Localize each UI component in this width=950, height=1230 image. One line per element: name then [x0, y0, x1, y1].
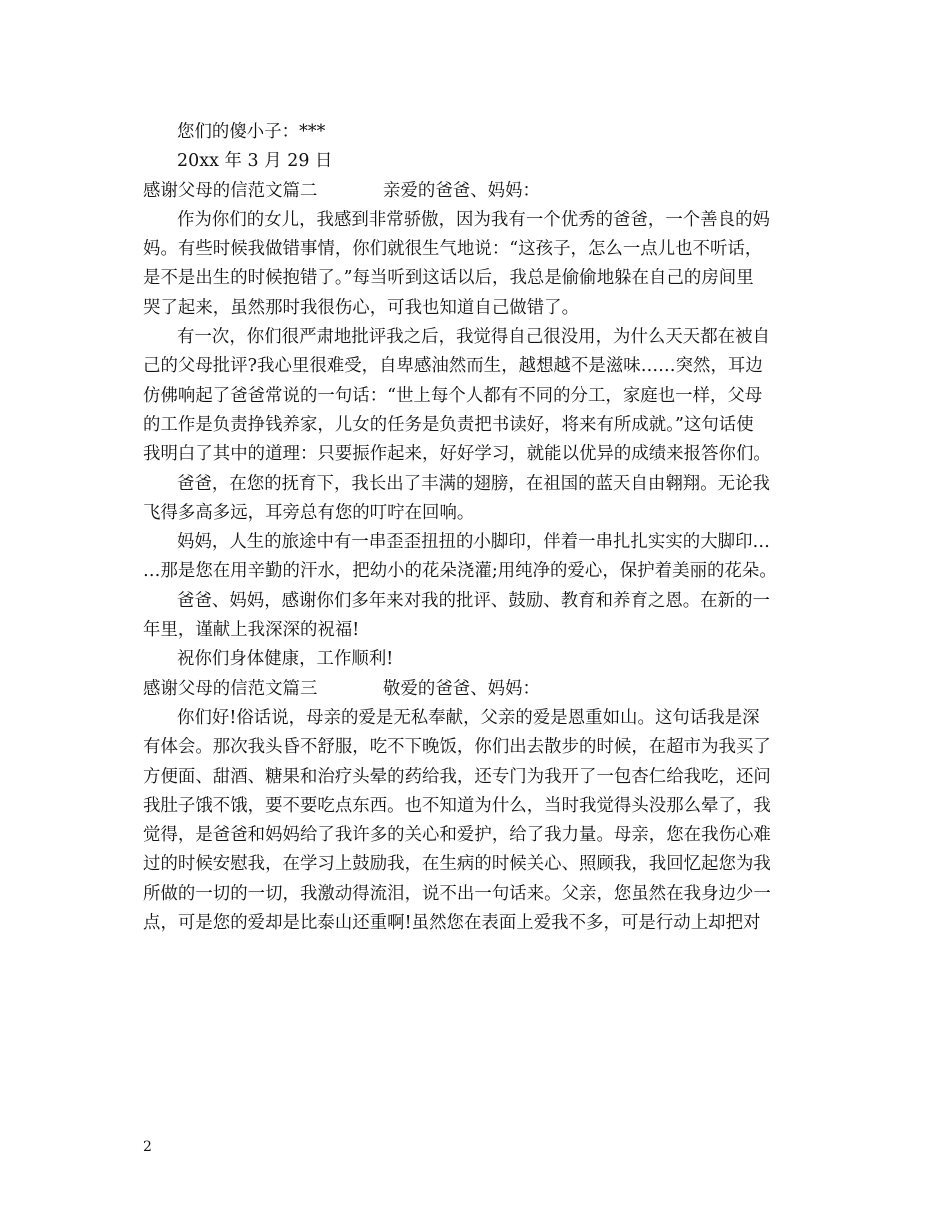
paragraph-line: 有一次，你们很严肃地批评我之后，我觉得自己很没用，为什么天天都在被自 [177, 327, 770, 348]
section2-salutation: 亲爱的爸爸、妈妈： [383, 180, 540, 201]
paragraph-line: 作为你们的女儿，我感到非常骄傲，因为我有一个优秀的爸爸，一个善良的妈 [177, 209, 770, 230]
section3-title: 感谢父母的信范文篇三 [143, 678, 318, 699]
page-number: 2 [143, 1139, 152, 1155]
paragraph-line: 方便面、甜酒、糖果和治疗头晕的药给我，还专门为我开了一包杏仁给我吃，还问 [143, 766, 771, 787]
paragraph-line: 是不是出生的时候抱错了。”每当听到这话以后，我总是偷偷地躲在自己的房间里 [143, 268, 754, 289]
section3-heading [143, 675, 811, 704]
section3-salutation: 敬爱的爸爸、妈妈： [383, 678, 540, 699]
paragraph-line: 爸爸、妈妈，感谢你们多年来对我的批评、鼓励、教育和养育之恩。在新的一 [177, 590, 770, 611]
paragraph-line: 过的时候安慰我，在学习上鼓励我，在生病的时候关心、照顾我，我回忆起您为我 [143, 854, 771, 875]
paragraph-line: 你们好!俗话说，母亲的爱是无私奉献，父亲的爱是恩重如山。这句话我是深 [177, 707, 760, 728]
paragraph-line: 妈妈，人生的旅途中有一串歪歪扭扭的小脚印，伴着一串扎扎实实的大脚印… [177, 532, 770, 553]
paragraph-line: 觉得，是爸爸和妈妈给了我许多的关心和爱护，给了我力量。母亲，您在我伤心难 [143, 825, 771, 846]
section2-heading [143, 177, 811, 206]
signature-line: 您们的傻小子：*** [177, 122, 326, 142]
paragraph-line: 妈。有些时候我做错事情，你们就很生气地说：“这孩子，怎么一点儿也不听话， [143, 239, 763, 260]
paragraph-line: 祝你们身体健康，工作顺利! [177, 649, 394, 670]
letter-body [143, 118, 811, 938]
paragraph-line: 飞得多高多远，耳旁总有您的叮咛在回响。 [143, 502, 475, 523]
paragraph-line: …那是您在用辛勤的汗水，把幼小的花朵浇灌;用纯净的爱心，保护着美丽的花朵。 [143, 561, 777, 582]
paragraph-line: 的工作是负责挣钱养家，儿女的任务是负责把书读好，将来有所成就。”这句话使 [143, 414, 754, 435]
paragraph-line: 年里，谨献上我深深的祝福! [143, 620, 360, 641]
paragraph-line: 爸爸，在您的抚育下，我长出了丰满的翅膀，在祖国的蓝天自由翱翔。无论我 [177, 473, 770, 494]
paragraph-line: 所做的一切的一切，我激动得流泪，说不出一句话来。父亲，您虽然在我身边少一 [143, 883, 771, 904]
paragraph-line: 点，可是您的爱却是比泰山还重啊!虽然您在表面上爱我不多，可是行动上却把对 [143, 913, 761, 934]
section2-title: 感谢父母的信范文篇二 [143, 180, 318, 201]
paragraph-line: 哭了起来，虽然那时我很伤心，可我也知道自己做错了。 [143, 297, 580, 318]
paragraph-line: 我明白了其中的道理：只要振作起来，好好学习，就能以优异的成绩来报答你们。 [143, 444, 771, 465]
paragraph-line: 仿佛响起了爸爸常说的一句话：“世上每个人都有不同的分工，家庭也一样，父母 [143, 385, 763, 406]
paragraph-line: 有体会。那次我头昏不舒服，吃不下晚饭，你们出去散步的时候，在超市为我买了 [143, 737, 771, 758]
date-line: 20xx 年 3 月 29 日 [177, 151, 333, 172]
paragraph-line: 我肚子饿不饿，要不要吃点东西。也不知道为什么，当时我觉得头没那么晕了，我 [143, 795, 771, 816]
paragraph-line: 己的父母批评?我心里很难受，自卑感油然而生，越想越不是滋味……突然，耳边 [143, 356, 763, 377]
